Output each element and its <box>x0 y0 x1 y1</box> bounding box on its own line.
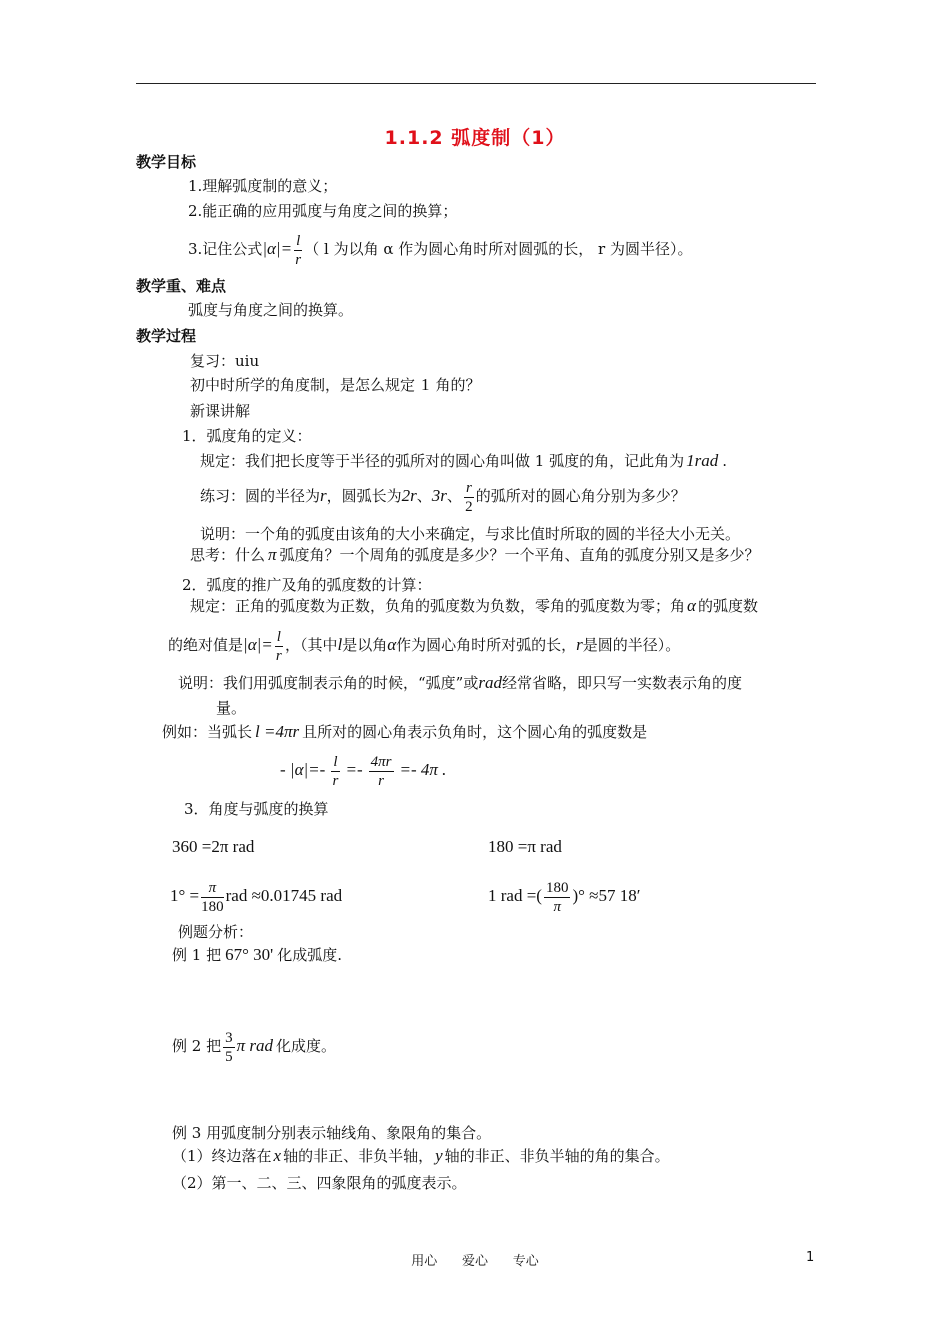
equation-part-b: =- <box>345 760 363 779</box>
think-line <box>190 545 760 565</box>
equation-fraction-1-den: r <box>332 772 339 789</box>
abs-fraction <box>275 628 283 665</box>
think-text-b: 弧度角？一个周角的弧度是多少？一个平角、直角的弧度分别又是多少？ <box>279 546 760 564</box>
new-lesson: 新课讲解 <box>190 402 251 420</box>
part-2-heading: 2．弧度的推广及角的弧度数的计算： <box>182 576 432 594</box>
conversion-degree <box>170 874 342 918</box>
equation-part-a: - |α|=- <box>280 760 326 779</box>
equation-part-c: =- 4π . <box>399 760 447 779</box>
page-title: 1.1.2 弧度制（1） <box>384 127 566 149</box>
example-text-a: 例如：当弧长 <box>162 723 253 741</box>
footer-slogan: 用心 爱心 专心 <box>411 1254 539 1269</box>
think-pi: π <box>268 545 277 564</box>
example-line <box>162 722 647 742</box>
question-line <box>190 375 481 395</box>
example-3-1-a: （1）终边落在 <box>172 1147 272 1165</box>
conversion-360: 360 =2π rad <box>172 837 255 856</box>
note-1: 说明：一个角的弧度由该角的大小来确定，与求比值时所取的圆的半径大小无关。 <box>200 525 741 543</box>
example-3-part-2: （2）第一、二、三、四象限角的弧度表示。 <box>172 1174 467 1192</box>
conversion-radian-a: 1 rad =( <box>488 886 542 905</box>
example-equation <box>280 748 446 792</box>
question-end: 角的？ <box>435 376 481 394</box>
conversion-radian-num: 180 <box>545 879 569 896</box>
exercise-fraction-num: r <box>465 479 472 496</box>
conversion-radian <box>488 874 640 918</box>
rule-text-end: 的弧度数 <box>697 597 758 615</box>
part-1-heading: 1．弧度角的定义： <box>182 427 312 445</box>
abs-text-d: 作为圆心角时所对弧的长， <box>396 636 577 654</box>
example-3-1-b: 轴的非正、非负半轴， <box>283 1147 434 1165</box>
conversion-degree-num: π <box>201 879 224 898</box>
heading-key-points: 教学重、难点 <box>136 277 227 295</box>
abs-fraction-num: l <box>276 628 281 645</box>
abs-fraction-den: r <box>275 647 282 664</box>
example-3-part-1 <box>172 1146 670 1166</box>
exercise-3r: 3r <box>431 486 447 505</box>
conversion-radian-b: )° ≈57 18′ <box>572 886 641 905</box>
example-2-b: 化成度。 <box>275 1037 336 1055</box>
exercise-text-a: 练习：圆的半径为 <box>200 487 321 505</box>
objective-3-prefix: 3.记住公式 <box>188 240 263 258</box>
example-2-den: 5 <box>225 1048 233 1065</box>
abs-l: l <box>337 635 343 654</box>
header-rule <box>136 83 816 84</box>
exercise-sep-1: 、 <box>416 487 432 505</box>
rule-line <box>190 596 758 616</box>
abs-text-c: 是以角 <box>342 636 388 654</box>
exercise-text-b: ，圆弧长为 <box>326 487 402 505</box>
abs-text-b: ，（其中 <box>284 636 338 654</box>
definition-text: 规定：我们把长度等于半径的弧所对的圆心角叫做 1 弧度的角，记此角为 <box>200 452 685 470</box>
example-3: 例 3 用弧度制分别表示轴线角、象限角的集合。 <box>172 1124 492 1142</box>
example-1-b: 化成弧度. <box>277 946 342 964</box>
example-1-a: 例 1 把 <box>172 946 222 964</box>
exercise-text-e: 的弧所对的圆心角分别为多少？ <box>475 487 686 505</box>
abs-text-e: 是圆的半径）。 <box>582 636 681 654</box>
analysis-heading: 例题分析： <box>178 923 254 941</box>
question-number: 1 <box>421 375 430 394</box>
abs-text-a: 的绝对值是 <box>168 636 244 654</box>
note-2 <box>178 673 742 693</box>
objective-1: 1.理解弧度制的意义； <box>188 177 338 195</box>
example-2-fraction <box>223 1029 235 1066</box>
definition-line <box>200 451 727 471</box>
example-3-1-x: x <box>273 1146 282 1165</box>
abs-line <box>168 624 680 666</box>
example-2-a: 例 2 把 <box>172 1037 222 1055</box>
conversion-degree-a: 1° = <box>170 886 200 905</box>
question-text: 初中时所学的角度制，是怎么规定 <box>190 376 416 394</box>
review-line: 复习：uiu <box>190 352 260 370</box>
abs-alpha: α <box>387 635 397 654</box>
example-text-b: 且所对的圆心角表示负角时，这个圆心角的弧度数是 <box>302 723 648 741</box>
exercise-fraction-den: 2 <box>465 498 473 515</box>
example-2 <box>172 1024 336 1068</box>
exercise-sep-2: 、 <box>446 487 462 505</box>
objective-3-suffix: （ l 为以角 α 作为圆心角时所对圆弧的长， r 为圆半径）。 <box>304 240 693 258</box>
conversion-radian-den: π <box>553 898 561 915</box>
formula-abs-alpha: |α|= <box>262 239 293 258</box>
objective-2: 2.能正确的应用弧度与角度之间的换算； <box>188 202 458 220</box>
exercise-2r: 2r <box>401 486 417 505</box>
rule-alpha: α <box>687 596 696 615</box>
definition-unit: 1rad <box>686 451 719 470</box>
definition-end: . <box>722 452 727 470</box>
rule-text: 规定：正角的弧度数为正数，负角的弧度数为负数，零角的弧度数为零；角 <box>190 597 686 615</box>
fraction-numerator: l <box>296 232 301 249</box>
example-3-1-c: 轴的非正、非负半轴的角的集合。 <box>444 1147 670 1165</box>
equation-fraction-2-den: r <box>378 772 384 789</box>
equation-fraction-1-num: l <box>333 753 338 770</box>
abs-formula: |α|= <box>243 635 273 654</box>
abs-r: r <box>576 635 583 654</box>
example-1-angle: 67° 30' <box>225 945 274 964</box>
note-2-rad: rad <box>478 673 502 692</box>
heading-objectives: 教学目标 <box>136 153 197 171</box>
conversion-degree-b: rad ≈0.01745 rad <box>225 886 343 905</box>
conversion-degree-den: 180 <box>201 898 224 915</box>
think-text-a: 思考：什么 <box>190 546 266 564</box>
conversion-radian-fraction <box>544 879 571 916</box>
equation-fraction-2-num: 4πr <box>370 753 392 770</box>
exercise-fraction <box>464 479 474 516</box>
heading-process: 教学过程 <box>136 327 197 345</box>
example-formula: l =4πr <box>255 722 300 741</box>
part-3-heading: 3．角度与弧度的换算 <box>184 800 329 818</box>
example-1 <box>172 945 342 965</box>
formula-fraction <box>294 232 302 269</box>
example-2-formula: π rad <box>236 1036 273 1055</box>
equation-fraction-2 <box>369 753 394 790</box>
exercise-r: r <box>320 486 327 505</box>
page-number: 1 <box>806 1250 815 1265</box>
example-2-num: 3 <box>225 1029 233 1046</box>
note-2-cont: 量。 <box>216 699 247 717</box>
key-points-text: 弧度与角度之间的换算。 <box>188 301 354 319</box>
note-2-text-b: 经常省略，即只写一实数表示角的度 <box>501 674 742 692</box>
conversion-degree-fraction <box>201 879 224 916</box>
fraction-denominator: r <box>295 251 302 268</box>
equation-fraction-1 <box>331 753 339 790</box>
example-3-1-y: y <box>435 1146 443 1165</box>
exercise-line <box>200 476 686 516</box>
conversion-180: 180 =π rad <box>488 837 562 856</box>
note-2-text-a: 说明：我们用弧度制表示角的时候，“弧度”或 <box>178 674 479 692</box>
objective-3 <box>188 230 692 269</box>
